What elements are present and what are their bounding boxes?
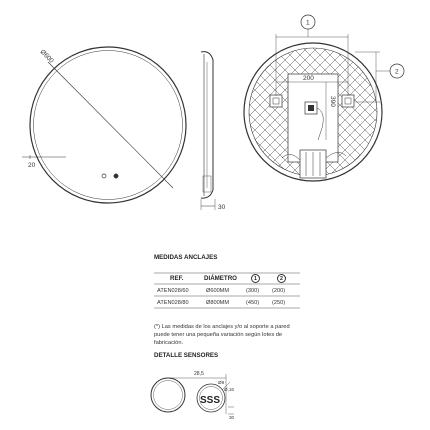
sensor-offset-label: 30	[229, 415, 235, 420]
table-cell-r1-diameter: Ø600MM	[206, 288, 230, 294]
table-header-diameter: DIÁMETRO	[204, 275, 237, 282]
box-height-label: 390	[329, 96, 336, 107]
callout-2-label: 2	[395, 68, 399, 76]
anchor-right	[342, 95, 354, 107]
sensor-dot-left	[102, 174, 106, 178]
table-header-callout-1: 1	[251, 274, 260, 283]
back-support-box	[288, 74, 338, 162]
table-cell-r1-c2: (200)	[272, 288, 286, 294]
sensor-dia-label-1: Ø8	[218, 380, 225, 385]
table-cell-r2-c2: (250)	[272, 300, 286, 306]
sensor-dot-right	[114, 174, 118, 178]
sensor-width-label: 28,5	[194, 371, 204, 377]
sensor-dia-label-2: Ø,16	[224, 387, 234, 392]
box-width-label: 200	[303, 75, 314, 82]
sensor-symbol: SSS	[200, 395, 221, 406]
sensor-detail-title: DETALLE SENSORES	[154, 352, 219, 359]
side-depth-label: 30	[218, 204, 226, 211]
table-cell-r1-c1: (300)	[246, 288, 260, 294]
table-cell-r2-c1: (450)	[246, 300, 260, 306]
anchors-note: (*) Las medidas de los anclajes y/o al soporte a pared puede tener una pequeña variación según lotes de fabricación.	[154, 324, 290, 346]
table-cell-r1-ref: ATEN028/60	[157, 288, 189, 294]
front-ring-offset-label: 20	[28, 162, 36, 169]
callout-1-label: 1	[306, 19, 310, 27]
front-diameter-label: Ø600	[38, 48, 55, 65]
diameter-line	[48, 62, 173, 188]
anchor-left	[270, 95, 282, 107]
side-view	[201, 52, 215, 210]
table-cell-r2-diameter: Ø800MM	[206, 300, 230, 306]
mirror-outer-ring	[30, 47, 186, 203]
mirror-inner-ring	[34, 51, 183, 200]
back-view	[244, 15, 404, 181]
table-header-callout-2: 2	[277, 274, 286, 283]
anchors-table-title: MEDIDAS ANCLAJES	[154, 254, 218, 261]
table-header-ref: REF.	[170, 275, 184, 282]
front-view	[22, 47, 186, 203]
table-cell-r2-ref: ATEN028/80	[157, 300, 189, 306]
sensor-mirror-arc	[151, 378, 185, 412]
